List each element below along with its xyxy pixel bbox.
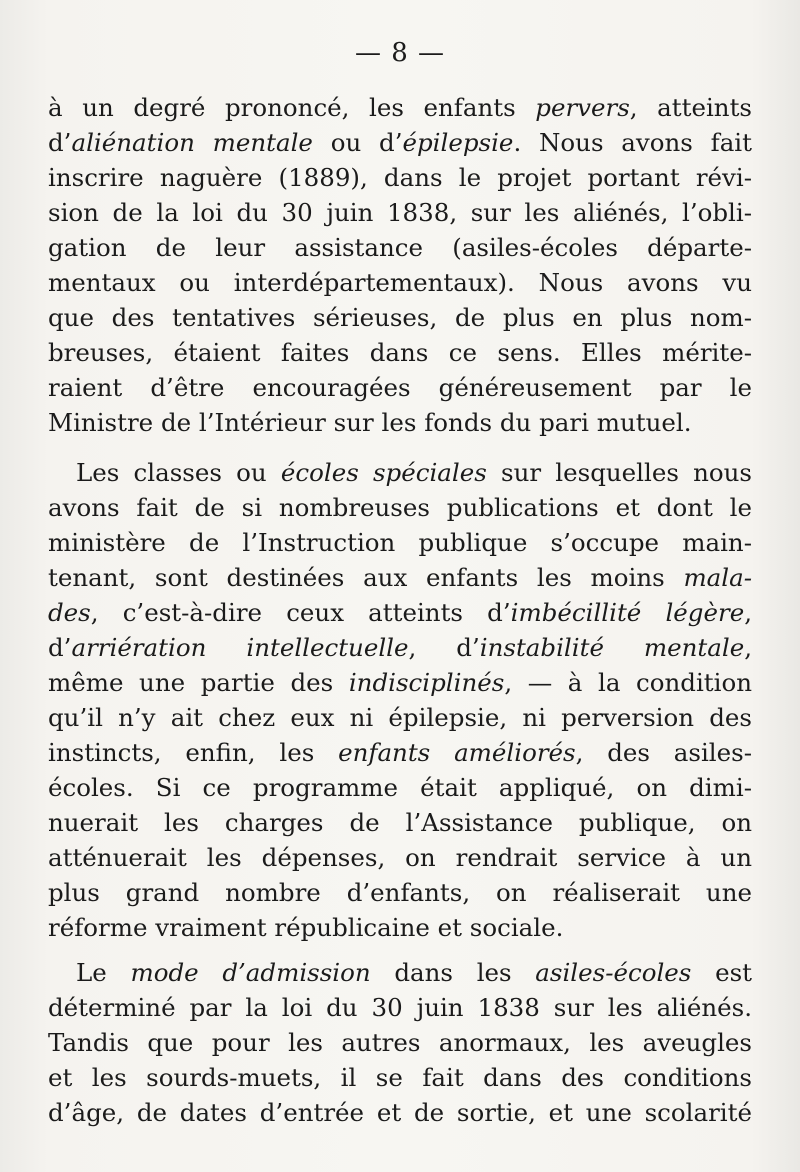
text-segment: , c’est-à-dire ceux atteints d’ [90, 598, 511, 627]
text-segment: que des tentatives sérieuses, de plus en plus nom- [48, 303, 752, 332]
text-segment: d’ [48, 128, 72, 157]
text-line [48, 370, 752, 405]
text-line [48, 560, 752, 595]
text-line [48, 700, 752, 735]
text-segment: dans les [370, 958, 536, 987]
text-line [48, 595, 752, 630]
text-line [48, 1025, 752, 1060]
italic-text: asiles-écoles [535, 958, 692, 987]
text-segment: nuerait les charges de l’Assistance publique, on [48, 808, 752, 837]
text-segment: breuses, étaient faites dans ce sens. Elles mérite- [48, 338, 752, 367]
italic-text: enfants améliorés [338, 738, 576, 767]
text-segment: gation de leur assistance (asiles-écoles départe- [48, 233, 752, 262]
italic-text: imbécillité légère [510, 598, 745, 627]
text-line [48, 770, 752, 805]
text-segment: Tandis que pour les autres anormaux, les aveugles [48, 1028, 752, 1057]
text-segment: à un degré prononcé, les enfants [48, 93, 536, 122]
text-segment: Les classes ou [76, 458, 281, 487]
text-segment: , des asiles- [575, 738, 752, 767]
text-segment: , d’ [408, 633, 480, 662]
text-segment: écoles. Si ce programme était appliqué, on dimi- [48, 773, 752, 802]
text-line [48, 160, 752, 195]
text-line [48, 300, 752, 335]
text-segment: . Nous avons fait [513, 128, 752, 157]
text-line [48, 630, 752, 665]
text-line [48, 665, 752, 700]
text-line [48, 840, 752, 875]
text-segment: Ministre de l’Intérieur sur les fonds du pari mutuel. [48, 408, 692, 437]
text-segment: ou d’ [312, 128, 403, 157]
text-line [48, 455, 752, 490]
page-number: — 8 — [354, 38, 446, 68]
text-line [48, 265, 752, 300]
text-segment: , [744, 598, 752, 627]
italic-text: indisciplinés [348, 668, 505, 697]
text-segment: même une partie des [48, 668, 349, 697]
text-line [48, 405, 752, 440]
text-line [48, 910, 752, 945]
text-line [48, 990, 752, 1025]
text-line [48, 875, 752, 910]
text-segment: qu’il n’y ait chez eux ni épilepsie, ni perversion des [48, 703, 752, 732]
text-segment: d’ [48, 633, 72, 662]
text-segment: instincts, enfin, les [48, 738, 339, 767]
text-segment: d’âge, de dates d’entrée et de sortie, et une scolarité [48, 1098, 752, 1127]
text-line [48, 805, 752, 840]
text-segment: et les sourds-muets, il se fait dans des conditions [48, 1063, 752, 1092]
text-segment: , — à la condition [504, 668, 752, 697]
paragraph-2 [48, 455, 752, 945]
text-segment: tenant, sont destinées aux enfants les moins [48, 563, 684, 592]
text-segment: mentaux ou interdépartementaux). Nous avons vu [48, 268, 752, 297]
text-line [48, 490, 752, 525]
italic-text: des [48, 598, 91, 627]
text-line [48, 230, 752, 265]
text-segment: sur lesquelles nous [486, 458, 752, 487]
paragraph-1 [48, 90, 752, 440]
text-segment: déterminé par la loi du 30 juin 1838 sur les aliénés. [48, 993, 752, 1022]
text-segment: est [691, 958, 752, 987]
text-line [48, 125, 752, 160]
text-line [48, 90, 752, 125]
italic-text: pervers [535, 93, 630, 122]
italic-text: aliénation mentale [71, 128, 313, 157]
paragraph-3 [48, 955, 752, 1130]
text-segment: plus grand nombre d’enfants, on réaliserait une [48, 878, 752, 907]
text-segment: , atteints [629, 93, 752, 122]
text-line [48, 735, 752, 770]
text-line [48, 1060, 752, 1095]
text-segment: ministère de l’Instruction publique s’occupe main- [48, 528, 752, 557]
text-segment: Le [76, 958, 131, 987]
text-line [48, 525, 752, 560]
text-segment: raient d’être encouragées généreusement par le [48, 373, 752, 402]
italic-text: épilepsie [402, 128, 514, 157]
italic-text: écoles spéciales [280, 458, 487, 487]
text-line [48, 1095, 752, 1130]
italic-text: mala- [683, 563, 752, 592]
text-segment: , [744, 633, 753, 662]
italic-text: mode d’admission [130, 958, 371, 987]
text-segment: sion de la loi du 30 juin 1838, sur les aliénés, l’obli- [48, 198, 752, 227]
text-segment: atténuerait les dépenses, on rendrait service à un [48, 843, 752, 872]
text-segment: avons fait de si nombreuses publications et dont le [48, 493, 752, 522]
text-line [48, 335, 752, 370]
text-line [48, 955, 752, 990]
text-segment: réforme vraiment républicaine et sociale. [48, 913, 564, 942]
text-line [48, 195, 752, 230]
italic-text: instabilité mentale [479, 633, 745, 662]
italic-text: arriération intellectuelle [71, 633, 409, 662]
text-segment: inscrire naguère (1889), dans le projet portant révi- [48, 163, 752, 192]
